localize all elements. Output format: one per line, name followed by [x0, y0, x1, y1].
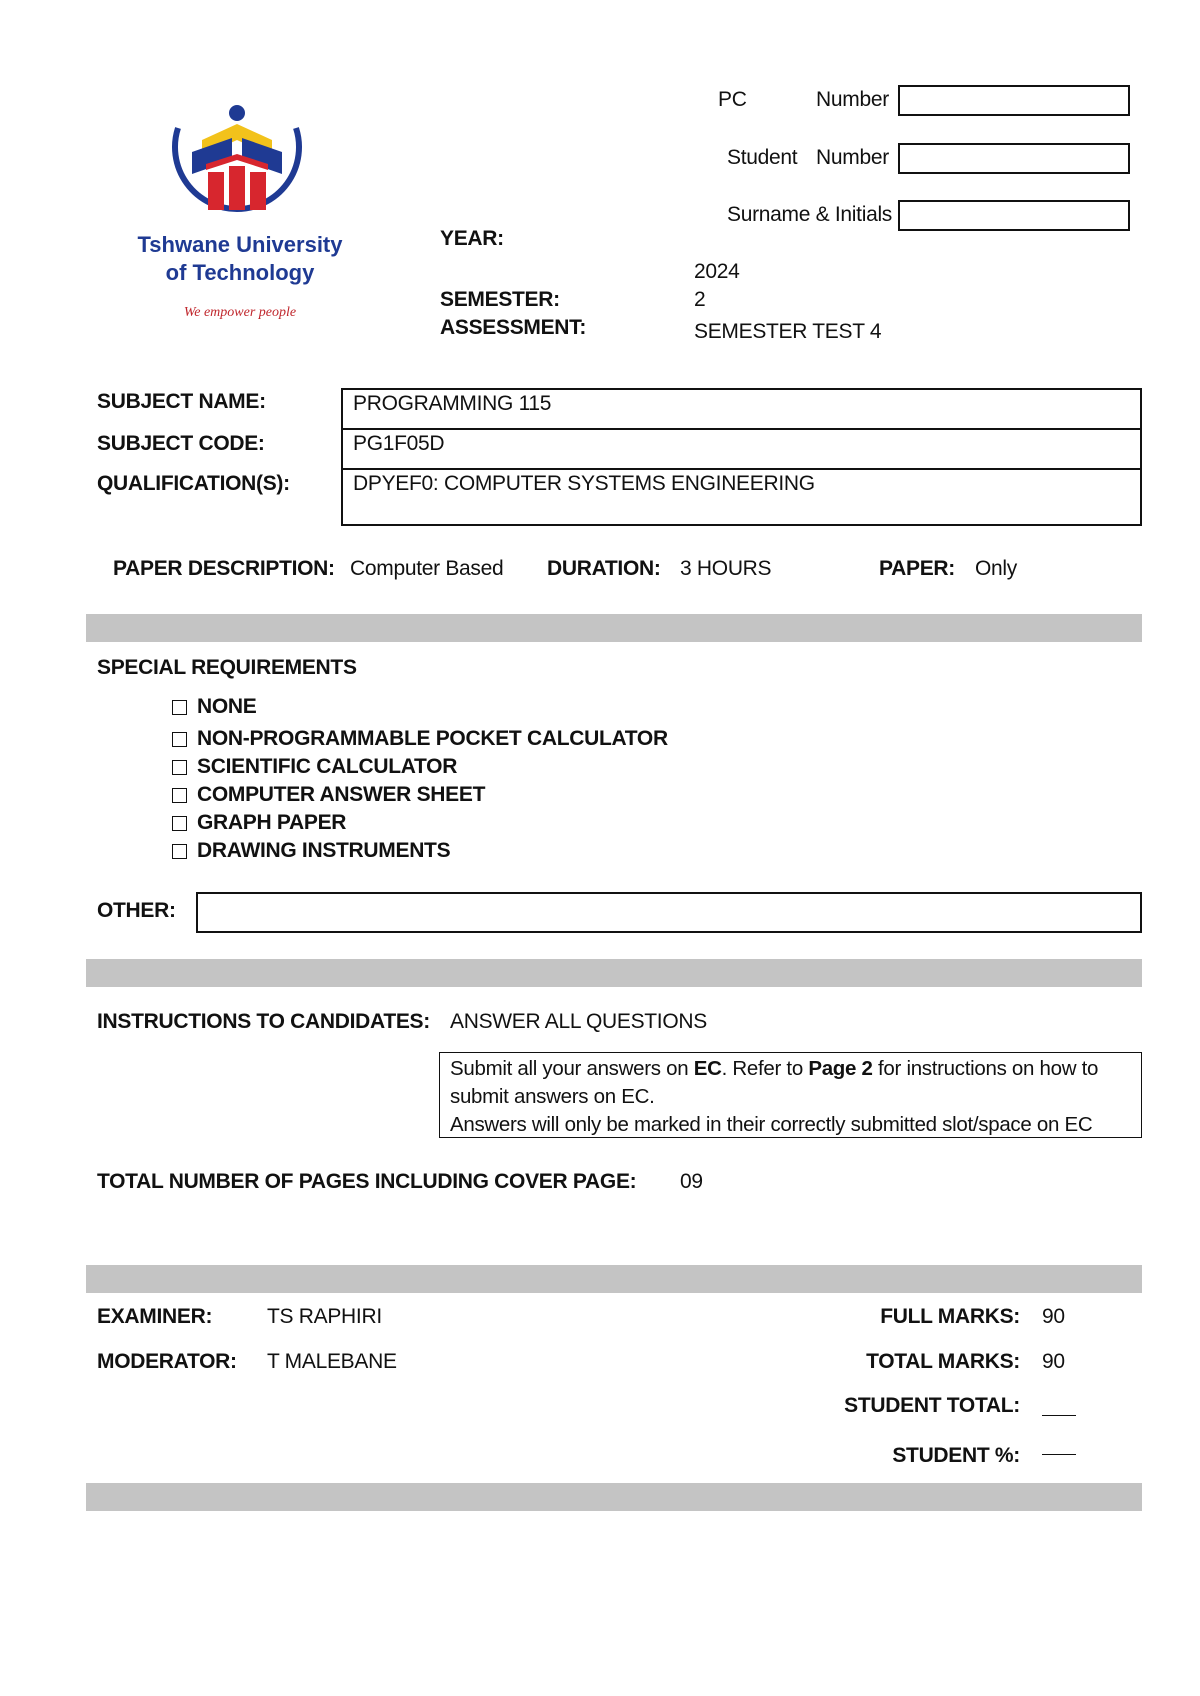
student-number-label: Number — [816, 146, 889, 169]
paper-label: PAPER: — [879, 557, 955, 580]
checkbox[interactable] — [172, 816, 187, 831]
logo-name-line1: Tshwane University — [137, 232, 343, 257]
subject-code-value: PG1F05D — [341, 428, 1142, 470]
requirement-label: COMPUTER ANSWER SHEET — [197, 783, 486, 806]
surname-initials-label: Surname & Initials — [727, 203, 893, 226]
requirement-graph-paper[interactable] — [172, 811, 346, 835]
logo-tagline: We empower people — [183, 305, 297, 320]
paper-description-value: Computer Based — [350, 557, 504, 580]
total-marks-value: 90 — [1042, 1350, 1065, 1373]
requirement-pocket-calculator[interactable] — [172, 727, 668, 751]
paper-value: Only — [975, 557, 1017, 580]
requirement-answer-sheet[interactable] — [172, 783, 485, 807]
examiner-value: TS RAPHIRI — [267, 1305, 382, 1328]
student-total-blank[interactable] — [1042, 1415, 1076, 1416]
checkbox[interactable] — [172, 844, 187, 859]
surname-initials-field[interactable] — [898, 200, 1130, 231]
requirement-scientific-calculator[interactable] — [172, 755, 457, 779]
moderator-value: T MALEBANE — [267, 1350, 397, 1373]
requirement-label: SCIENTIFIC CALCULATOR — [197, 755, 458, 778]
other-label: OTHER: — [97, 899, 176, 922]
instructions-value: ANSWER ALL QUESTIONS — [450, 1010, 707, 1033]
year-value: 2024 — [694, 260, 740, 283]
requirement-drawing-instruments[interactable] — [172, 839, 450, 863]
total-pages-label: TOTAL NUMBER OF PAGES INCLUDING COVER PAGE: — [97, 1170, 637, 1193]
moderator-label: MODERATOR: — [97, 1350, 237, 1373]
university-logo — [120, 100, 360, 330]
assessment-value: SEMESTER TEST 4 — [694, 320, 882, 343]
logo-emblem — [120, 100, 360, 230]
student-number-field[interactable] — [898, 143, 1130, 174]
pc-number-field[interactable] — [898, 85, 1130, 116]
divider-bar — [86, 614, 1142, 642]
student-total-label: STUDENT TOTAL: — [844, 1394, 1020, 1417]
requirement-label: NONE — [197, 695, 257, 718]
instructions-label: INSTRUCTIONS TO CANDIDATES: — [97, 1010, 430, 1033]
total-marks-label: TOTAL MARKS: — [866, 1350, 1020, 1373]
subject-name-value: PROGRAMMING 115 — [341, 388, 1142, 430]
subject-code-label: SUBJECT CODE: — [97, 432, 265, 455]
qualification-value: DPYEF0: COMPUTER SYSTEMS ENGINEERING — [341, 468, 1142, 526]
checkbox[interactable] — [172, 700, 187, 715]
year-label: YEAR: — [440, 227, 504, 250]
requirement-label: DRAWING INSTRUMENTS — [197, 839, 451, 862]
pc-label: PC — [718, 88, 747, 111]
total-pages-value: 09 — [680, 1170, 703, 1193]
duration-value: 3 HOURS — [680, 557, 772, 580]
logo-name-line2: of Technology — [165, 260, 315, 285]
checkbox[interactable] — [172, 732, 187, 747]
duration-label: DURATION: — [547, 557, 661, 580]
divider-bar — [86, 959, 1142, 987]
instructions-line2: Answers will only be marked in their correctly submitted slot/space on EC — [450, 1113, 1093, 1136]
student-percent-label: STUDENT %: — [892, 1444, 1020, 1467]
student-percent-blank[interactable] — [1042, 1454, 1076, 1455]
divider-bar — [86, 1483, 1142, 1511]
subject-name-label: SUBJECT NAME: — [97, 390, 266, 413]
checkbox[interactable] — [172, 760, 187, 775]
requirement-none[interactable] — [172, 695, 256, 719]
full-marks-value: 90 — [1042, 1305, 1065, 1328]
checkbox[interactable] — [172, 788, 187, 803]
pc-number-label: Number — [816, 88, 889, 111]
semester-value: 2 — [694, 288, 706, 311]
divider-bar — [86, 1265, 1142, 1293]
examiner-label: EXAMINER: — [97, 1305, 213, 1328]
instructions-line1: Submit all your answers on EC. Refer to Page 2 for instructions on how to submit answers on EC. — [450, 1057, 1099, 1108]
special-requirements-title: SPECIAL REQUIREMENTS — [97, 656, 357, 679]
instructions-box — [439, 1052, 1142, 1138]
requirement-label: GRAPH PAPER — [197, 811, 347, 834]
other-field[interactable] — [196, 892, 1142, 933]
paper-description-label: PAPER DESCRIPTION: — [113, 557, 335, 580]
full-marks-label: FULL MARKS: — [880, 1305, 1020, 1328]
semester-label: SEMESTER: — [440, 288, 560, 311]
qualification-label: QUALIFICATION(S): — [97, 472, 290, 495]
requirement-label: NON-PROGRAMMABLE POCKET CALCULATOR — [197, 727, 668, 750]
student-label: Student — [727, 146, 798, 169]
assessment-label: ASSESSMENT: — [440, 316, 587, 339]
